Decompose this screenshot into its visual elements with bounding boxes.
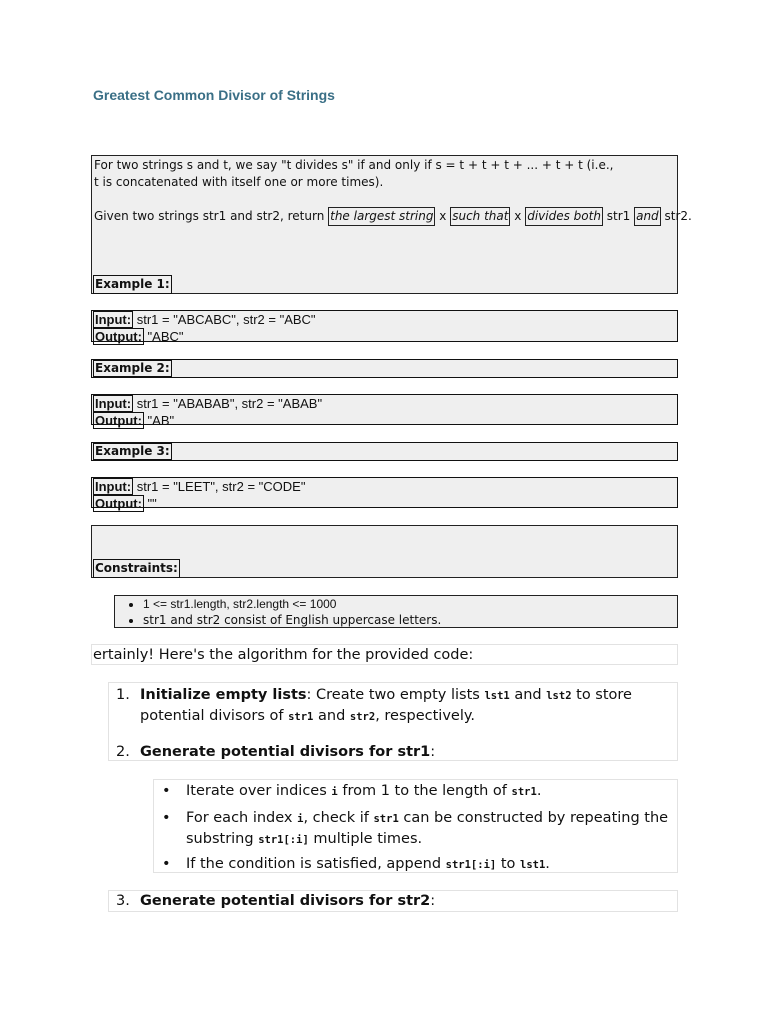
step-1-bold: Initialize empty lists [140,687,307,703]
emphasis-largest-string: the largest string [328,207,435,226]
example-3-output: "" [143,496,157,511]
example-2-heading: Example 2: [95,361,170,375]
step-3-text: Generate potential divisors for str2: [140,893,436,909]
problem-paragraph-2: Given two strings str1 and str2, return the largest string x such that x divides both str1 and str2. [94,207,675,226]
problem-statement [91,155,692,294]
output-label: Output: [95,413,142,428]
example-1-input: str1 = "ABCABC", str2 = "ABC" [133,312,316,327]
bullet-icon: • [162,856,171,872]
example-2-output: "AB" [143,413,175,428]
example-1-heading: Example 1: [93,275,172,294]
constraints-list [115,596,677,628]
example-3-heading: Example 3: [95,444,170,458]
example-3-input: str1 = "LEET", str2 = "CODE" [133,479,306,494]
emphasis-and: and [634,207,661,226]
step-2-bullets-box [153,779,678,873]
example-3-heading-row [91,442,678,461]
example-2-heading-row [91,359,678,378]
bullet-1: Iterate over indices i from 1 to the length of str1. [186,783,542,799]
bullet-3: If the condition is satisfied, append str1[:i] to lst1. [186,856,550,872]
input-label: Input: [95,479,132,494]
output-label: Output: [95,496,142,511]
constraints-heading: Constraints: [93,559,180,578]
step-3-box [108,890,678,912]
constraint-item: • str1 and str2 consist of English uppercase letters. [143,612,677,628]
step-3-number: 3. [116,893,130,909]
constraints-list-box [114,595,678,628]
constraint-item: • 1 <= str1.length, str2.length <= 1000 [143,596,677,612]
emphasis-divides-both: divides both [525,207,603,226]
emphasis-such-that: such that [450,207,510,226]
example-3-io [91,477,678,511]
step-2-bold: Generate potential divisors for str1 [140,744,431,760]
input-label: Input: [95,312,132,327]
bullet-icon: • [162,783,171,799]
step-2-number: 2. [116,744,130,760]
steps-1-2-box [108,682,678,761]
answer-intro: ertainly! Here's the algorithm for the provided code: [91,644,678,665]
example-1-io [91,310,678,342]
step-2-text: Generate potential divisors for str1: [140,744,436,760]
bullet-2: For each index i, check if str1 can be constructed by repeating the substring str1[:i] multiple times. [186,810,669,847]
step-1-text: Initialize empty lists: Create two empty lists lst1 and lst2 to store potential divisors of str1 and str2, respectively. [140,687,632,724]
step-1-number: 1. [116,687,130,703]
example-2-input: str1 = "ABABAB", str2 = "ABAB" [133,396,323,411]
input-label: Input: [95,396,132,411]
problem-paragraph-1: For two strings s and t, we say "t divides s" if and only if s = t + t + t + ... + t + t (i.e., t is concatenated with itself one or more times). [94,158,614,189]
output-label: Output: [95,329,142,344]
example-2-io [91,394,678,428]
example-1-output: "ABC" [143,329,184,344]
page-title: Greatest Common Divisor of Strings [93,87,335,103]
step-3-bold: Generate potential divisors for str2 [140,893,431,909]
bullet-icon: • [162,810,171,826]
constraints-heading-box [91,525,678,578]
